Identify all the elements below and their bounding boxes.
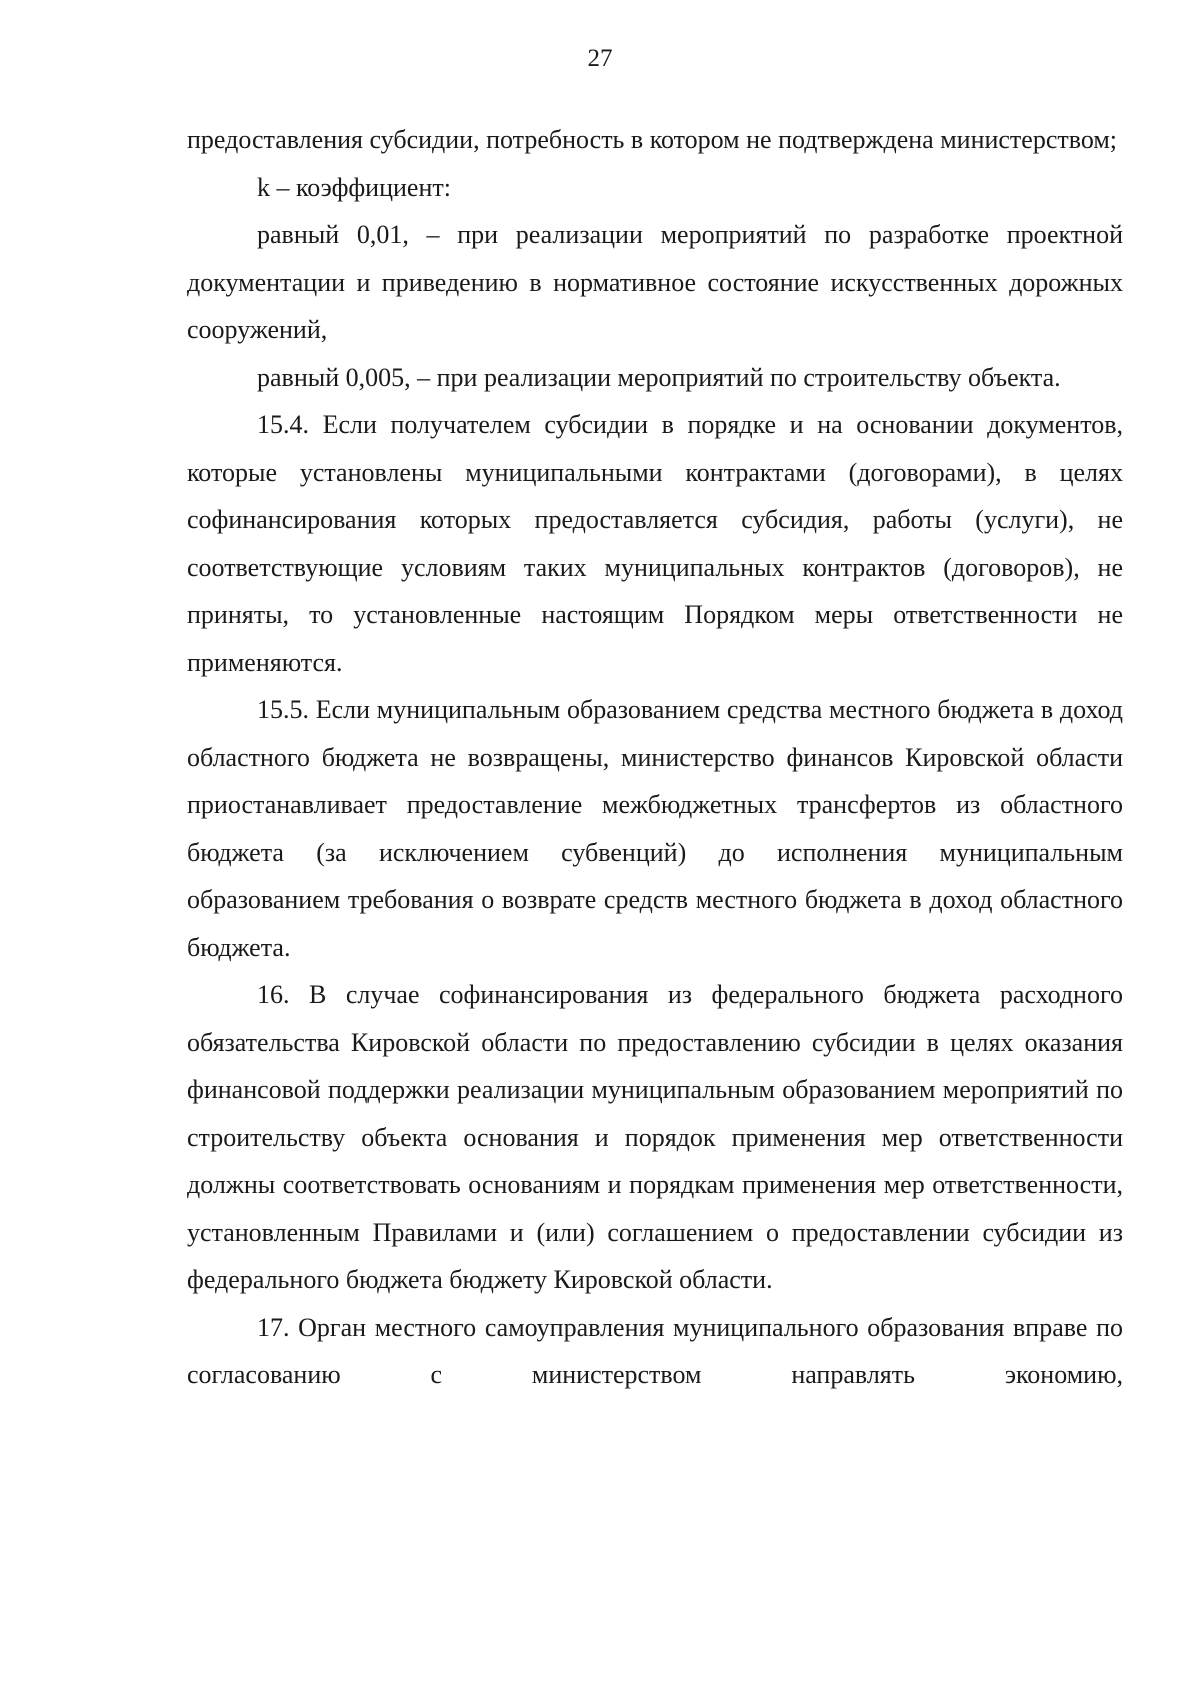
document-body <box>187 116 1123 1399</box>
paragraph-coefficient-001: равный 0,01, – при реализации мероприятий по разработке проектной документации и приведению в нормативное состояние искусственных дорожных сооружений, <box>187 220 1123 344</box>
paragraph-coefficient: k – коэффициент: <box>257 172 451 202</box>
paragraph-15-5: 15.5. Если муниципальным образованием средства местного бюджета в доход областного бюджета не возвращены, министерство финансов Кировской области приостанавливает предоставление межбюджетных трансфертов из областного бюджета (за исключением субвенций) до исполнения муниципальным образованием требования о возврате средств местного бюджета в доход областного бюджета. <box>187 695 1123 962</box>
paragraph-continuation: предоставления субсидии, потребность в котором не подтверждена министерством; <box>187 125 1118 154</box>
page-number: 27 <box>587 45 613 72</box>
paragraph-16: 16. В случае софинансирования из федерального бюджета расходного обязательства Кировской области по предоставлению субсидии в целях оказания финансовой поддержки реализации муниципальным образованием мероприятий по строительству объекта основания и порядок применения мер ответственности должны соответствовать основаниям и порядкам применения мер ответственности, установленным Правилами и (или) соглашением о предоставлении субсидии из федерального бюджета бюджету Кировской области. <box>187 980 1123 1294</box>
paragraph-17: 17. Орган местного самоуправления муниципального образования вправе по согласованию с министерством направлять экономию, <box>187 1312 1123 1389</box>
paragraph-15-4: 15.4. Если получателем субсидии в порядке и на основании документов, которые установлены муниципальными контрактами (договорами), в целях софинансирования которых предоставляется субсидия, работы (услуги), не соответствующие условиям таких муниципальных контрактов (договоров), не приняты, то установленные настоящим Порядком меры ответственности не применяются. <box>187 410 1123 677</box>
paragraph-coefficient-0005: равный 0,005, – при реализации мероприятий по строительству объекта. <box>257 362 1061 392</box>
